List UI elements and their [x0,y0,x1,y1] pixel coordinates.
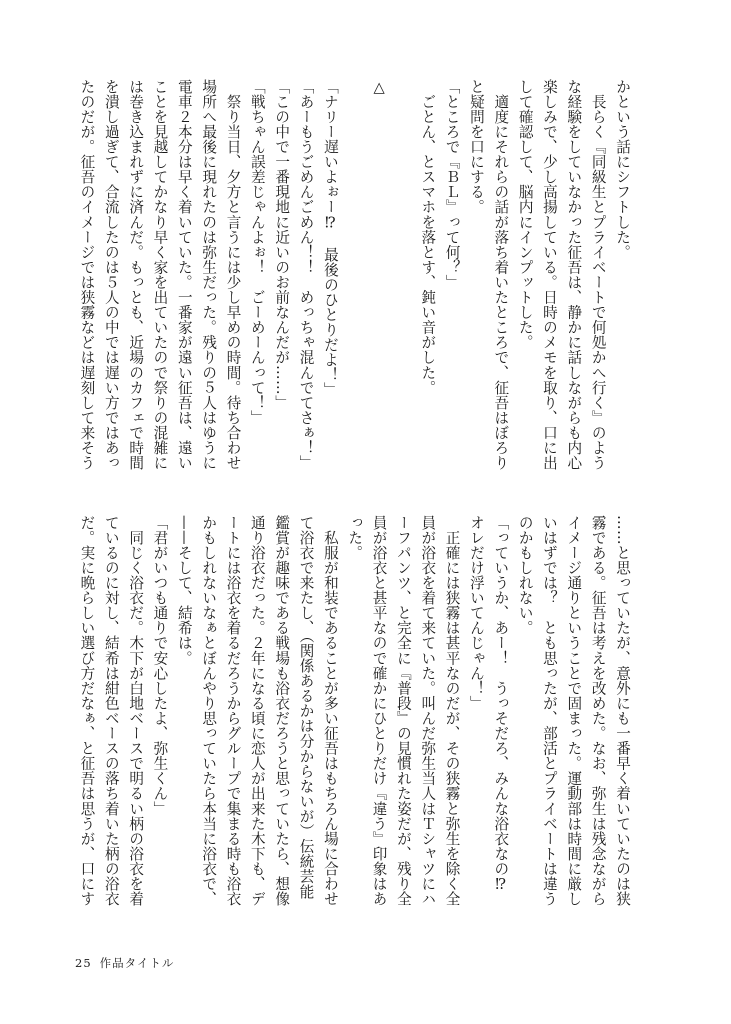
text-line: だ。実に晩らしい選び方だなぁ、と征吾は思うが、口にす [78,515,96,907]
text-line: 鑑賞が趣味である戦場も浴衣だろうと思っていたら、想像 [273,515,291,907]
text-line: のかもしれない。 [516,515,534,636]
text-line: は巻き込まれずに済んだ。もっとも、近場のカフェで時間 [127,79,145,471]
text-column-block-bottom [73,515,634,909]
text-line: 「戦ちゃん誤差じゃんよぉ！ ごーめーんって！」 [248,79,266,426]
text-line: を潰し過ぎて、合流したのは５人の中では遅い方ではあっ [102,79,120,471]
text-line: かという話にシフトした。 [614,79,631,260]
text-line: 員が浴衣と甚平なので確かにひとりだけ『違う』印象はあ [370,515,388,907]
page-footer [75,955,182,971]
text-line: ているのに対し、結希は紺色ベースの落ち着いた柄の浴衣 [102,515,120,907]
text-line: った。 [346,515,364,561]
text-line: 楽しみで、少し高揚している。日時のメモを取り、口に出 [540,79,558,471]
text-line: 「あーもうごめんごめん！！ めっちゃ混んでてさぁ！」 [297,79,315,471]
work-title: 作品タイトル [99,956,175,970]
text-line: ——そして、結希は。 [175,515,193,666]
text-line: 「ところで『ＢＬ』って何？」 [443,79,461,290]
text-line [342,79,366,473]
text-column-block-top [73,79,634,473]
text-line: 私服が和装であることが多い征吾はもちろん場に合わせ [321,515,339,907]
text-line: ーフパンツ、と完全に『普段』の見慣れた姿だが、残り全 [394,515,412,907]
text-line: 「この中で一番現地に近いのお前なんだが……」 [273,79,291,411]
text-line: 電車２本分は早く着いていた。一番家が遠い征吾は、遠い [175,79,193,471]
page-number: 25 [75,956,92,970]
text-line: して確認して、脳内にインプットした。 [516,79,534,350]
text-line: たのだが。征吾のイメージでは狭霧などは遅刻して来そう [78,79,96,471]
text-line: ことを見越してかなり早く家を出ていたので祭りの混雑に [151,79,169,471]
text-line: イメージ通りということで固まった。運動部は時間に厳し [565,515,583,907]
text-line: ごとん、とスマホを落とす、鈍い音がした。 [419,79,437,396]
text-line: ートには浴衣を着るだろうからグループで集まる時も浴衣 [224,515,242,907]
text-line: いはずでは？ とも思ったが、部活とプライベートは違う [540,515,558,907]
text-line: 「君がいつも通りで安心したよ、弥生くん」 [151,515,169,816]
text-line: かもしれないなぁとぼんやり思っていたら本当に浴衣で、 [200,515,218,907]
text-line: 霧である。征吾は考えを改めた。なお、弥生は残念ながら [589,515,607,907]
text-line: な経験をしていなかった征吾は、静かに話しながらも内心 [565,79,583,471]
text-line: 正確には狭霧は甚平なのだが、その狭霧と弥生を除く全 [443,515,461,907]
text-line: 通り浴衣だった。２年になる頃に恋人が出来た木下も、デ [248,515,266,907]
text-line: て浴衣で来たし、（関係あるかは分からないが）伝統芸能 [297,515,315,899]
text-line: 員が浴衣を着て来ていた。叫んだ弥生当人はＴシャツにハ [419,515,437,907]
text-line: △ [370,79,388,97]
text-line: 祭り当日、夕方と言うには少し早めの時間。待ち合わせ [224,79,242,471]
text-line: 「っていうか、あー！ うっそだろ、みんな浴衣なの⁉ [492,515,510,894]
text-line: ……と思っていたが、意外にも一番早く着いていたのは狭 [614,515,631,907]
text-line: と疑問を口にする。 [467,79,485,215]
text-line: 同じく浴衣だ。木下が白地ベースで明るい柄の浴衣を着 [127,515,145,907]
text-line: 場所へ最後に現れたのは弥生だった。残りの５人はゆうに [200,79,218,471]
text-line: オレだけ浮いてんじゃん！」 [467,515,485,711]
text-line: 「ナリー遅いよぉー⁉ 最後のひとりだよ！」 [321,79,339,398]
text-line: 適度にそれらの話が落ち着いたところで、征吾はぼろり [492,79,510,471]
text-line [391,79,415,473]
text-line: 長らく『同級生とプライベートで何処かへ行く』のよう [589,79,607,471]
